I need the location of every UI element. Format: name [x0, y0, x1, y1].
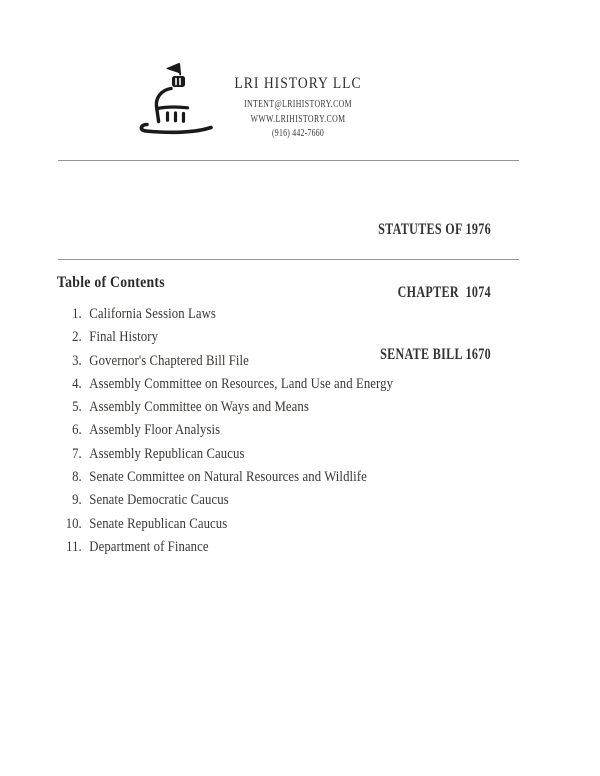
company-name: LRI HISTORY LLC [234, 75, 362, 92]
toc-item [57, 443, 465, 466]
company-phone: (916) 442-7660 [271, 128, 325, 139]
toc-item [57, 396, 465, 419]
divider-bottom [58, 259, 519, 260]
toc-item-number: 5. [72, 399, 82, 416]
toc-item-number: 6. [72, 422, 82, 439]
company-website: WWW.LRIHISTORY.COM [250, 114, 346, 125]
toc-item-label: Senate Republican Caucus [89, 515, 228, 532]
toc-item [57, 536, 465, 559]
statutes-year-line: STATUTES OF 1976 [378, 221, 491, 239]
toc-item-label: Senate Committee on Natural Resources and Wildlife [89, 469, 367, 486]
toc-item-label: Assembly Floor Analysis [89, 422, 221, 439]
toc-item-number: 9. [72, 492, 82, 509]
toc-item-number: 8. [72, 469, 82, 486]
toc-item [57, 419, 465, 442]
toc-item-number: 1. [72, 306, 82, 322]
chapter-line: CHAPTER 1074 [397, 283, 491, 301]
toc-item [57, 303, 465, 326]
toc-item [57, 326, 465, 349]
toc-item [57, 350, 465, 373]
toc-item [57, 373, 465, 396]
divider-top [58, 160, 519, 161]
toc-item-label: Department of Finance [89, 538, 209, 555]
company-email: INTENT@LRIHISTORY.COM [243, 99, 353, 110]
toc-item-number: 4. [72, 375, 82, 392]
toc-item-number: 10. [65, 515, 82, 532]
toc-heading: Table of Contents [57, 274, 165, 291]
toc-item [57, 466, 465, 489]
toc-item [57, 489, 465, 512]
toc-item-label: Governor's Chaptered Bill File [89, 352, 249, 369]
toc-item-label: Assembly Committee on Ways and Means [89, 399, 309, 416]
senate-bill-line: SENATE BILL 1670 [380, 345, 491, 363]
toc-item-label: Final History [89, 329, 159, 346]
toc-item-number: 11. [66, 538, 82, 555]
toc-item-label: Senate Democratic Caucus [89, 492, 229, 509]
toc-item-number: 7. [72, 445, 82, 462]
toc-item-label: Assembly Republican Caucus [89, 445, 245, 462]
toc-item-number: 2. [72, 329, 82, 346]
toc-item-number: 3. [72, 352, 82, 369]
toc-item-label: Assembly Committee on Resources, Land Use and Energy [89, 375, 394, 392]
toc-item [57, 513, 465, 536]
toc-item-label: California Session Laws [89, 306, 216, 322]
toc-list [57, 303, 465, 559]
